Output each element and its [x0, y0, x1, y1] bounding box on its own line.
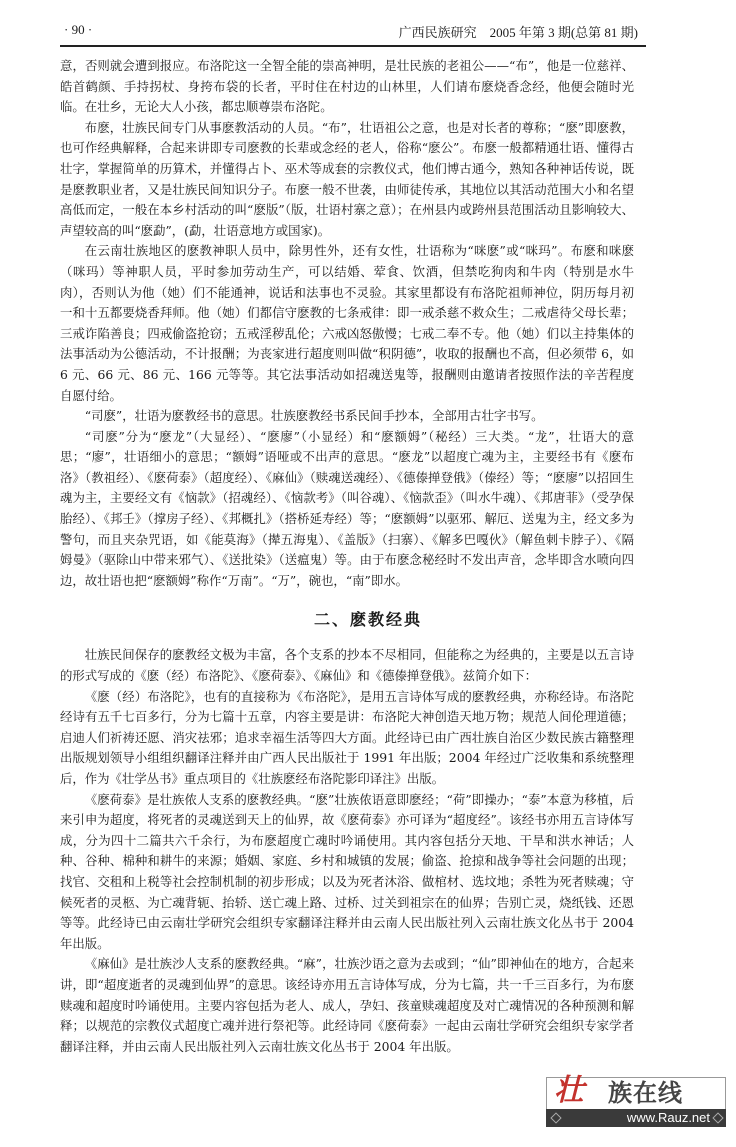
site-watermark-logo: [546, 1073, 726, 1129]
paragraph: “司麽”，壮语为麽教经书的意思。壮族麽教经书系民间手抄本，全部用古壮字书写。: [84, 408, 544, 424]
paragraph: 《麻仙》是壮族沙人支系的麽教经典。“麻”，壮族沙语之意为去或到；“仙”即神仙在的地方，合起来讲，即“超度逝者的灵魂到仙界”的意思。该经诗亦用五言诗体写成，分为七篇，共一千三百多行，为布麽赎魂和超度时吟诵使用。主要内容包括为老人、成人，孕妇、孩童赎魂超度及对亡魂情况的各种预测和解释；以规范的宗教仪式超度亡魂并进行祭祀等。此经诗同《麽荷泰》一起由云南壮学研究会组织专家学者翻译注释，并由云南人民出版社列入云南壮族文化丛书于 2004 年出版。: [60, 956, 634, 1054]
paragraph: 布麽，壮族民间专门从事麽教活动的人员。“布”，壮语祖公之意，也是对长者的尊称；“麽”即麽教，也可作经典解释，合起来讲即专司麽教的长辈或念经的老人，俗称“麽公”。布麽一般都精通壮语、懂得古壮字，掌握简单的历算术，并懂得占卜、巫术等成套的宗教仪式，他们博古通今，熟知各种神话传说，既是麽教职业者，又是壮族民间知识分子。布麽一般不世袭，由师徒传承，其地位以其活动范围大小和名望高低而定，一般在本乡村活动的叫“麽版”（版，壮语村寨之意）；在州县内或跨州县范围活动且影响较大、声望较高的叫“麽勐”，(勐，壮语意地方或国家)。: [60, 119, 634, 238]
watermark-row: [0, 1067, 736, 1131]
paragraph: 壮族民间保存的麽教经文极为丰富，各个支系的抄本不尽相同，但能称之为经典的，主要是以五言诗的形式写成的《麽（经）布洛陀》、《麽荷泰》、《麻仙》和《德傣掸登俄》。兹简介如下：: [60, 647, 634, 684]
header-rule: [60, 45, 646, 47]
section-heading: 二、麽教经典: [313, 610, 422, 630]
watermark-title: 族在线: [608, 1079, 683, 1108]
paragraph: 在云南壮族地区的麽教神职人员中，除男性外，还有女性，壮语称为“咪麽”或“咪玛”。布麽和咪麽（咪玛）等神职人员，平时参加劳动生产，可以结婚、荤食、饮酒，但禁吃狗肉和牛肉（特别是水牛肉），否则认为他（她）们不能通神，说话和法事也不灵验。其家里都设有布洛陀祖师神位，阴历每月初一和十五都要烧香拜师。他（她）们都信守麽教的七条戒律：即一戒杀慈不救众生；二戒虐待父母长辈；三戒诈陷善良；四戒偷盗抢窃；五戒淫秽乱伦；六戒凶怒傲慢；七戒二奉不专。他（她）们以主持集体的法事活动为公德活动，不计报酬；为丧家进行超度则叫做“积阴德”，收取的报酬也不高，但必须带 6，如 6 元、66 元、86 元、166 元等等。其它法事活动如招魂送鬼等，报酬则由邀请者按照作法的辛苦程度自愿付给。: [60, 243, 634, 403]
article-body-part-1: [60, 56, 634, 591]
watermark-url-bar: [546, 1109, 726, 1127]
diamond-icon: [712, 1113, 723, 1124]
article-body-part-2: [60, 645, 634, 1057]
running-head: 广西民族研究 2005 年第 3 期(总第 81 期): [398, 25, 638, 40]
diamond-icon: [550, 1113, 561, 1124]
paragraph: 意，否则就会遭到报应。布洛陀这一全智全能的崇高神明，是壮民族的老祖公——“布”，他是一位慈祥、皓首鹤颜、手持拐杖、身挎布袋的长者，平时住在村边的山林里，人们请布麽烧香念经，他便会随时光临。在壮乡，无论大人小孩，都忠顺尊崇布洛陀。: [60, 58, 634, 115]
watermark-calligraphy-char: 壮: [554, 1073, 584, 1109]
page-number: · 90 ·: [64, 22, 93, 37]
paragraph: 《麽（经）布洛陀》，也有的直接称为《布洛陀》，是用五言诗体写成的麽教经典，亦称经诗。布洛陀经诗有五千七百多行，分为七篇十五章，内容主要是讲：布洛陀大神创造天地万物；规范人间伦理道德；启迪人们祈祷还愿、消灾祛邪；追求幸福生活等四大方面。此经诗已由广西壮族自治区少数民族古籍整理出版规划领导小组组织翻译注释并由广西人民出版社于 1991 年出版；2004 年经过广泛收集和系统整理后，作为《壮学丛书》重点项目的《壮族麽经布洛陀影印译注》出版。: [60, 688, 634, 786]
paragraph: “司麽”分为“麽龙”（大显经）、“麽廖”（小显经）和“麽额姆”（秘经）三大类。“龙”，壮语大的意思；“廖”，壮语细小的意思；“额姆”语哑或不出声的意思。“麽龙”以超度亡魂为主，主要经书有《麽布洛》（教祖经）、《麽荷泰》（超度经）、《麻仙》（赎魂送魂经）、《德傣掸登俄》（傣经）等；“麽廖”以招回生魂为主，主要经文有《恼款》（招魂经）、《恼款考》（叫谷魂）、《恼款歪》（叫水牛魂）、《邦唐菲》（受孕保胎经）、《邦壬》（撑房子经）、《邦概扎》（搭桥延寿经）等；“麽额姆”以驱邪、解厄、送鬼为主，经文多为警句，而且夹杂咒语，如《能莫海》（撵五海鬼）、《盖版》（扫寨）、《解多巴嘎伙》（解鱼刺卡脖子）、《隔姆曼》（驱除山中带来邪气）、《送批染》（送瘟鬼）等。由于布麽念秘经时不发出声音，念毕即含水喷向四边，故壮语也把“麽额姆”称作“万南”。“万”，碗也，“南”即水。: [60, 428, 634, 588]
watermark-url: www.Rauz.net: [626, 1110, 710, 1126]
page-header: [60, 22, 638, 44]
paragraph: 《麽荷泰》是壮族侬人支系的麽教经典。“麽”壮族侬语意即麽经；“荷”即操办；“泰”本意为移植，后来引申为超度，将死者的灵魂送到天上的仙界，故《麽荷泰》亦可译为“超度经”。该经书亦用五言诗体写成，分为四十二篇共六千余行，为布麽超度亡魂时吟诵使用。其内容包括分天地、干旱和洪水神话；人种、谷种、棉种和耕牛的来源；婚姻、家庭、乡村和城镇的发展；偷盗、抢掠和战争等社会问题的出现；找官、交租和上税等社会控制机制的初步形成；以及为死者沐浴、做棺材、选坟地；杀牲为死者赎魂；守候死者的灵柩、为亡魂背轭、抬轿、送亡魂上路、过桥、过关到祖宗在的仙界；告别亡灵，烧纸钱、还恩等等。此经诗已由云南壮学研究会组织专家翻译注释并由云南人民出版社列入云南壮族文化丛书于 2004 年出版。: [60, 791, 634, 951]
